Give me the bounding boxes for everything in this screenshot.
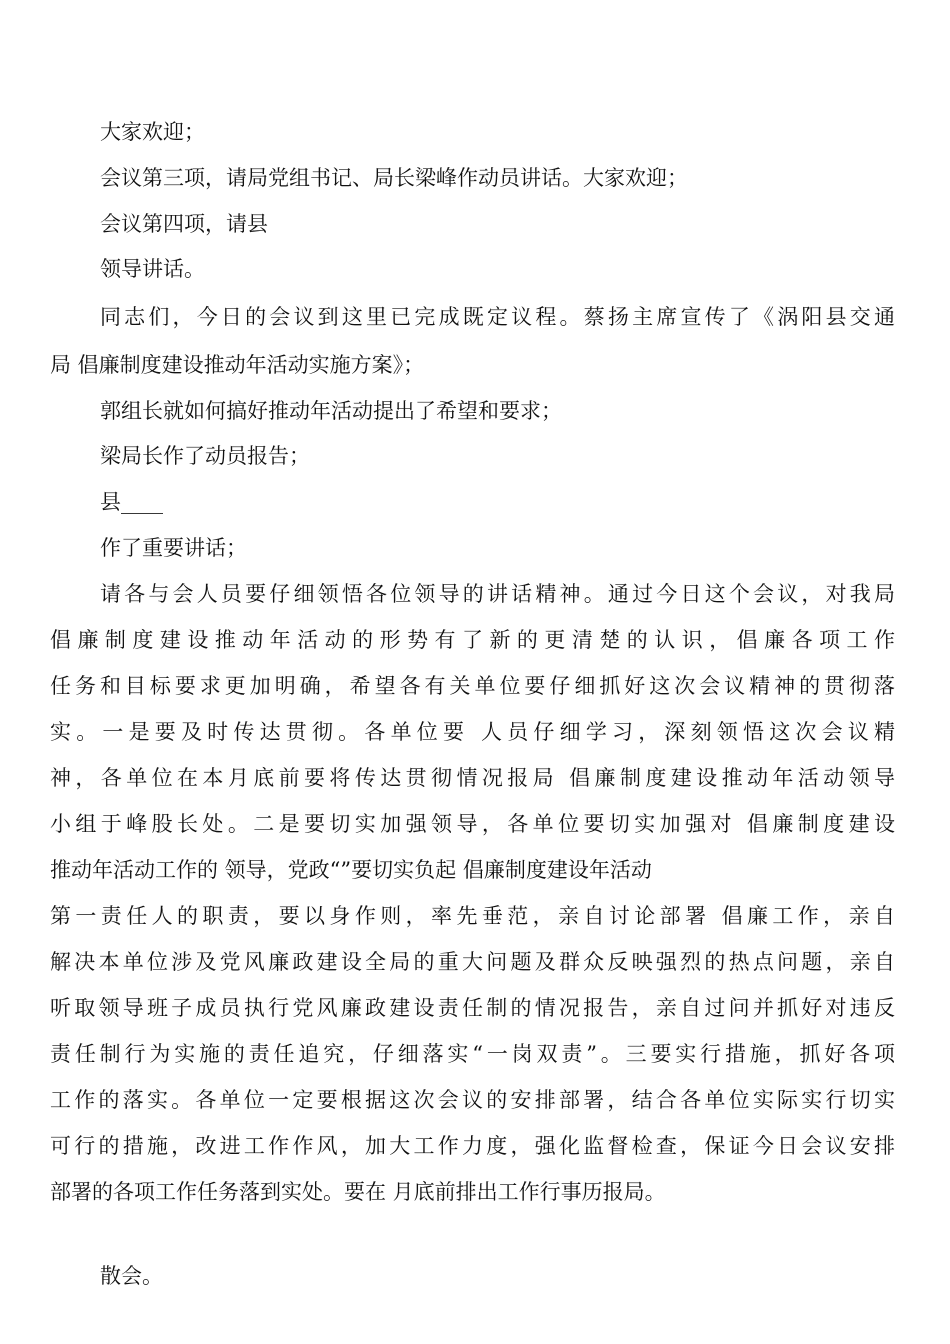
text-line: 听取领导班子成员执行党风廉政建设责任制的情况报告，亲自过问并抓好对违反: [50, 996, 895, 1020]
text-line: 会议第三项，请局党组书记、局长梁峰作动员讲话。大家欢迎；: [100, 166, 688, 190]
text-line: 大家欢迎；: [100, 120, 205, 144]
text-line: 请各与会人员要仔细领悟各位领导的讲话精神。通过今日这个会议，对我局: [100, 582, 895, 606]
text-line: 部署的各项工作任务落到实处。要在 月底前排出工作行事历报局。: [50, 1180, 666, 1204]
text-line: 实。一是要及时传达贯彻。各单位要 人员仔细学习，深刻领悟这次会议精: [50, 720, 895, 744]
text-line: 工作的落实。各单位一定要根据这次会议的安排部署，结合各单位实际实行切实: [50, 1088, 895, 1112]
text-line: 第一责任人的职责，要以身作则，率先垂范，亲自讨论部署 倡廉工作，亲自: [50, 904, 895, 928]
text-line: 局 倡廉制度建设推动年活动实施方案》；: [50, 353, 425, 377]
text-line: 梁局长作了动员报告；: [100, 444, 310, 468]
text-line: 同志们，今日的会议到这里已完成既定议程。蔡扬主席宣传了《涡阳县交通: [100, 305, 895, 329]
text-line: 任务和目标要求更加明确，希望各有关单位要仔细抓好这次会议精神的贯彻落: [50, 674, 895, 698]
text-line: 作了重要讲话；: [100, 536, 247, 560]
text-line: 解决本单位涉及党风廉政建设全局的重大问题及群众反映强烈的热点问题，亲自: [50, 950, 895, 974]
text-line: 县____: [100, 490, 163, 514]
text-line: 可行的措施，改进工作作风，加大工作力度，强化监督检查，保证今日会议安排: [50, 1134, 895, 1158]
text-line: 郭组长就如何搞好推动年活动提出了希望和要求；: [100, 399, 562, 423]
text-line: 责任制行为实施的责任追究，仔细落实“一岗双责”。三要实行措施，抓好各项: [50, 1042, 895, 1066]
text-line: 领导讲话。: [100, 257, 205, 281]
text-line: 会议第四项，请县: [100, 212, 268, 236]
text-line: 推动年活动工作的 领导，党政“”要切实负起 倡廉制度建设年活动: [50, 858, 652, 882]
text-line: 小组于峰股长处。二是要切实加强领导，各单位要切实加强对 倡廉制度建设: [50, 812, 895, 836]
text-line: 倡廉制度建设推动年活动的形势有了新的更清楚的认识，倡廉各项工作: [50, 628, 895, 652]
text-line: 散会。: [100, 1264, 163, 1288]
text-line: 神，各单位在本月底前要将传达贯彻情况报局 倡廉制度建设推动年活动领导: [50, 766, 895, 790]
